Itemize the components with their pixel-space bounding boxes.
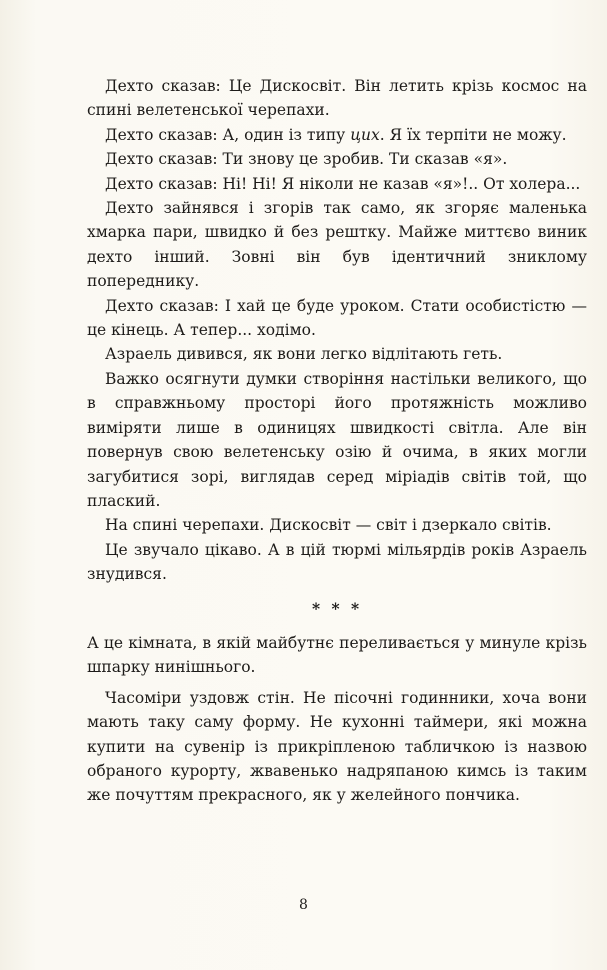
paragraph: Дехто сказав: І хай це буде уроком. Стати особистістю — це кінець. А тепер... ходімо. [87,296,587,340]
paragraph-text: Дехто сказав: А, один із типу [105,125,351,144]
page-number: 8 [299,897,308,913]
section-separator: * * * [311,598,363,618]
paragraph: А це кімната, в якій майбутнє переливається у минуле крізь шпарку нинішнього. [87,633,587,677]
emphasis-text: цих [350,125,380,144]
paragraph: Часоміри уздовж стін. Не пісочні годинники, хоча вони мають таку саму форму. Не кухонні таймери, які можна купити на сувенір із прикріпленою табличкою із назвою обраного курорту, жвавенько надряпаною кимсь із таким же почуттям прекрасного, як у желейного пончика. [87,688,587,805]
paragraph: Дехто сказав: Ти знову це зробив. Ти сказав «я». [105,150,508,169]
paragraph-text: . Я їх терпіти не можу. [379,125,567,144]
paragraph: Азраель дивився, як вони легко відлітають геть. [105,345,503,364]
paragraph: На спині черепахи. Дискосвіт — світ і дзеркало світів. [105,516,552,535]
paragraph: Дехто сказав: Це Дискосвіт. Він летить крізь космос на спині велетенської черепахи. [87,77,587,120]
paragraph: Це звучало цікаво. А в цій тюрмі мільярдів років Азраель знудився. [87,540,587,584]
paragraph [87,123,587,147]
body-text [87,74,587,808]
paragraph: Дехто зайнявся і згорів так само, як згоряє маленька хмарка пари, швидко й без рештку. Майже миттєво виник дехто інший. Зовні він був ідентичний зниклому попереднику. [87,199,587,291]
paragraph: Дехто сказав: Ні! Ні! Я ніколи не казав «я»!.. От холера... [105,174,581,193]
paragraph: Важко осягнути думки створіння настільки великого, що в справжньому просторі його протяжність можливо виміряти лише в одиницях швидкості світла. Але він повернув свою велетенську озію й очима, в яких могли загубитися зорі, виглядав серед міріадів світів той, що плаский. [87,369,587,510]
